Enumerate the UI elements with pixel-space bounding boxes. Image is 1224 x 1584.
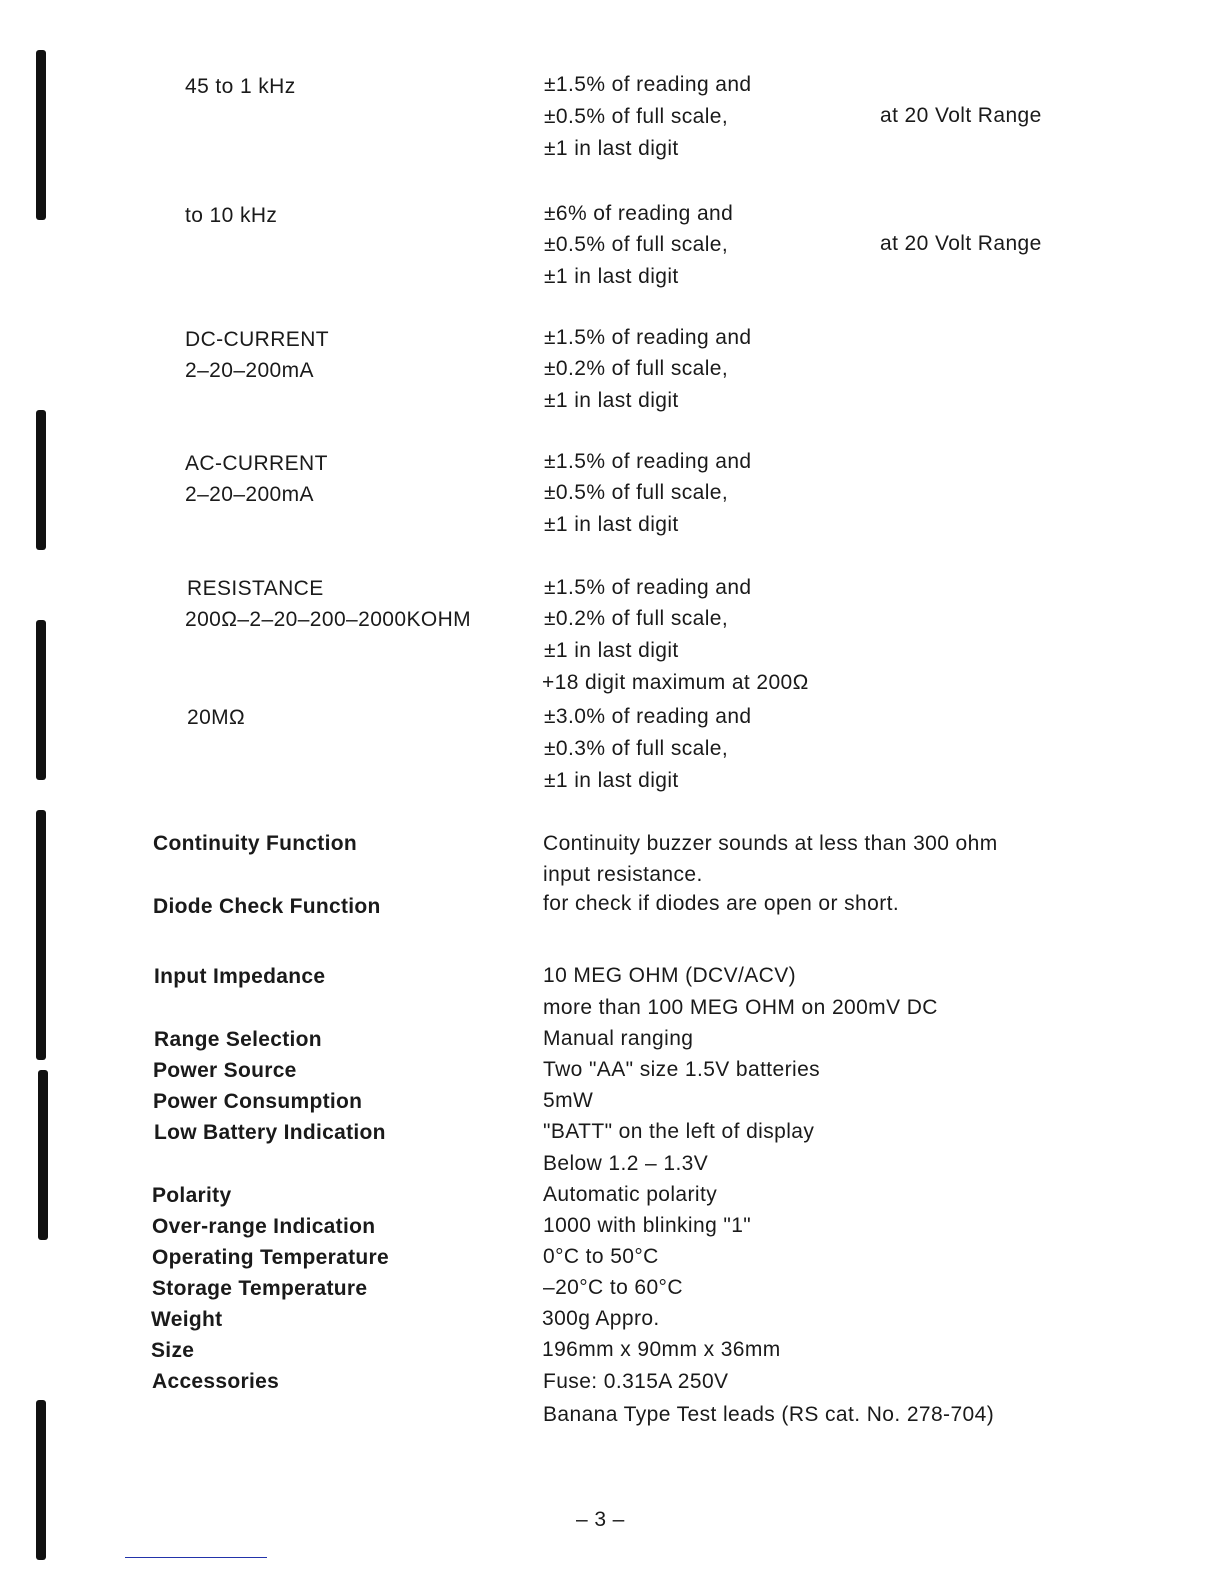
feature-label: Power Source xyxy=(153,1059,297,1082)
spec-label: RESISTANCE xyxy=(187,577,324,600)
spec-note: at 20 Volt Range xyxy=(880,104,1042,127)
spec-value-line: +18 digit maximum at 200Ω xyxy=(542,671,809,694)
feature-label: Operating Temperature xyxy=(152,1246,389,1269)
spec-value-line: ±1 in last digit xyxy=(544,389,679,412)
feature-value-line: 10 MEG OHM (DCV/ACV) xyxy=(543,964,797,987)
spec-label: 45 to 1 kHz xyxy=(185,75,296,98)
spec-value-line: ±1 in last digit xyxy=(544,513,679,536)
feature-value-line: 300g Appro. xyxy=(542,1307,660,1330)
scan-mark xyxy=(38,1070,48,1240)
spec-value-line: ±0.5% of full scale, xyxy=(544,105,729,128)
feature-value-line: 1000 with blinking "1" xyxy=(543,1214,752,1237)
feature-value-line: Two "AA" size 1.5V batteries xyxy=(543,1058,821,1081)
feature-label: Over-range Indication xyxy=(152,1215,376,1238)
feature-value-line: for check if diodes are open or short. xyxy=(543,892,900,915)
spec-value-line: ±0.5% of full scale, xyxy=(544,233,729,256)
scan-mark xyxy=(36,410,46,550)
feature-label: Polarity xyxy=(152,1184,232,1207)
feature-label: Size xyxy=(151,1339,195,1362)
spec-value-line: ±0.3% of full scale, xyxy=(544,737,729,760)
feature-value-line: Continuity buzzer sounds at less than 300 ohm xyxy=(543,832,998,855)
bottom-rule xyxy=(125,1557,267,1558)
feature-label: Low Battery Indication xyxy=(154,1121,386,1144)
feature-value-line: 0°C to 50°C xyxy=(543,1245,659,1268)
spec-value-line: ±1.5% of reading and xyxy=(544,576,752,599)
spec-value-line: ±0.2% of full scale, xyxy=(544,607,729,630)
spec-value-line: ±1.5% of reading and xyxy=(544,326,752,349)
spec-value-line: ±1 in last digit xyxy=(544,639,679,662)
feature-value-line: Automatic polarity xyxy=(543,1183,718,1206)
spec-value-line: ±0.5% of full scale, xyxy=(544,481,729,504)
feature-label: Weight xyxy=(151,1308,223,1331)
feature-value-line: Banana Type Test leads (RS cat. No. 278-704) xyxy=(543,1403,995,1426)
feature-value-line: Manual ranging xyxy=(543,1027,694,1050)
feature-value-line: –20°C to 60°C xyxy=(543,1276,683,1299)
spec-label: 2–20–200mA xyxy=(185,483,314,506)
spec-value-line: ±1 in last digit xyxy=(544,265,679,288)
scan-mark xyxy=(36,620,46,780)
feature-value-line: 196mm x 90mm x 36mm xyxy=(542,1338,781,1361)
feature-label: Diode Check Function xyxy=(153,895,381,918)
spec-value-line: ±1.5% of reading and xyxy=(544,450,752,473)
feature-label: Storage Temperature xyxy=(152,1277,368,1300)
feature-value-line: input resistance. xyxy=(543,863,703,886)
page-number: – 3 – xyxy=(576,1508,625,1531)
feature-value-line: Fuse: 0.315A 250V xyxy=(543,1370,729,1393)
feature-value-line: more than 100 MEG OHM on 200mV DC xyxy=(543,996,938,1019)
spec-note: at 20 Volt Range xyxy=(880,232,1042,255)
spec-value-line: ±1 in last digit xyxy=(544,769,679,792)
feature-value-line: 5mW xyxy=(543,1089,594,1112)
spec-label: to 10 kHz xyxy=(185,204,278,227)
feature-label: Power Consumption xyxy=(153,1090,363,1113)
spec-label: 2–20–200mA xyxy=(185,359,314,382)
feature-label: Accessories xyxy=(152,1370,280,1393)
scan-mark xyxy=(36,50,46,220)
spec-value-line: ±6% of reading and xyxy=(544,202,734,225)
scan-mark xyxy=(36,810,46,1060)
spec-label: AC-CURRENT xyxy=(185,452,328,475)
spec-value-line: ±1.5% of reading and xyxy=(544,73,752,96)
feature-label: Range Selection xyxy=(154,1028,322,1051)
spec-value-line: ±3.0% of reading and xyxy=(544,705,752,728)
spec-value-line: ±0.2% of full scale, xyxy=(544,357,729,380)
scan-mark xyxy=(36,1400,46,1560)
spec-label: DC-CURRENT xyxy=(185,328,329,351)
feature-label: Input Impedance xyxy=(154,965,326,988)
feature-value-line: "BATT" on the left of display xyxy=(543,1120,815,1143)
feature-value-line: Below 1.2 – 1.3V xyxy=(543,1152,709,1175)
spec-label: 20MΩ xyxy=(187,706,246,729)
spec-value-line: ±1 in last digit xyxy=(544,137,679,160)
feature-label: Continuity Function xyxy=(153,832,357,855)
spec-label: 200Ω–2–20–200–2000KOHM xyxy=(185,608,472,631)
